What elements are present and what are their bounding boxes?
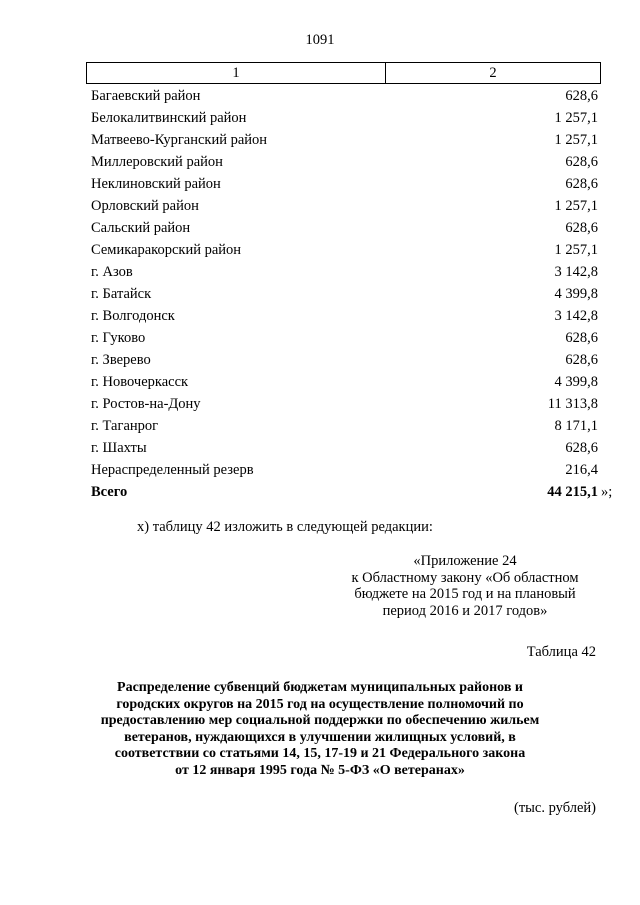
row-value: 3 142,8 (554, 308, 598, 324)
row-value: 4 399,8 (554, 286, 598, 302)
row-value: 628,6 (565, 88, 598, 104)
row-name: Неклиновский район (91, 176, 221, 192)
document-title (70, 680, 570, 779)
table-row (91, 371, 598, 393)
row-value: 4 399,8 (554, 374, 598, 390)
table-column-header (86, 62, 601, 84)
appendix-line: «Приложение 24 (413, 553, 517, 569)
appendix-line: период 2016 и 2017 годов» (382, 602, 548, 619)
row-name: г. Таганрог (91, 418, 159, 434)
title-line: предоставлению мер социальной поддержки по обеспечению жильем (100, 713, 540, 728)
table-row (91, 327, 598, 349)
title-line: от 12 января 1995 года № 5-ФЗ «О ветеранах» (175, 762, 465, 778)
row-name: Миллеровский район (91, 154, 223, 170)
table-row (91, 437, 598, 459)
row-name: г. Шахты (91, 440, 147, 456)
row-name: г. Батайск (91, 286, 152, 302)
row-value: 628,6 (565, 176, 598, 192)
title-line: Распределение субвенций бюджетам муниципальных районов и (117, 680, 523, 695)
row-name: Багаевский район (91, 88, 201, 104)
row-value: 1 257,1 (554, 198, 598, 214)
column-header-1: 1 (87, 63, 386, 83)
table-row (91, 195, 598, 217)
row-name: г. Волгодонск (91, 308, 175, 324)
table-row (91, 415, 598, 437)
table-row (91, 107, 598, 129)
units-label: (тыс. рублей) (514, 800, 596, 816)
row-value: 3 142,8 (554, 264, 598, 280)
page-number: 1091 (305, 32, 335, 48)
table-row (91, 261, 598, 283)
row-value: 8 171,1 (554, 418, 598, 434)
row-value: 1 257,1 (554, 110, 598, 126)
row-name: Матвеево-Курганский район (91, 132, 268, 148)
row-name: Сальский район (91, 220, 191, 236)
table-row (91, 151, 598, 173)
total-value-wrap (547, 481, 613, 503)
appendix-line: к Областному закону «Об областном (351, 569, 579, 586)
row-value: 1 257,1 (554, 242, 598, 258)
row-name: г. Азов (91, 264, 133, 280)
row-value: 216,4 (565, 462, 598, 478)
table-row (91, 129, 598, 151)
title-line: соответствии со статьями 14, 15, 17-19 и 21 Федерального закона (114, 746, 526, 761)
column-header-2: 2 (489, 65, 497, 81)
row-name: г. Гуково (91, 330, 146, 346)
row-name: Семикаракорский район (91, 242, 242, 258)
total-label: Всего (91, 484, 128, 500)
row-name: г. Новочеркасск (91, 374, 189, 390)
amendment-instruction: х) таблицу 42 изложить в следующей редакции: (137, 519, 433, 535)
row-name: Орловский район (91, 198, 199, 214)
subvention-table (91, 85, 613, 503)
table-row (91, 349, 598, 371)
table-row (91, 305, 598, 327)
total-value: 44 215,1 (547, 484, 598, 500)
table-row (91, 217, 598, 239)
table-label: Таблица 42 (526, 644, 596, 660)
appendix-reference (330, 553, 600, 619)
table-row (91, 173, 598, 195)
title-line: городских округов на 2015 год на осуществление полномочий по (116, 696, 524, 712)
row-name: Нераспределенный резерв (91, 462, 254, 478)
table-row (91, 85, 598, 107)
row-value: 1 257,1 (554, 132, 598, 148)
total-suffix: »; (601, 484, 613, 500)
table-row (91, 393, 598, 415)
row-value: 628,6 (565, 330, 598, 346)
row-value: 11 313,8 (547, 396, 598, 412)
table-row (91, 459, 598, 481)
row-name: Белокалитвинский район (91, 110, 247, 126)
row-name: г. Зверево (91, 352, 151, 368)
row-value: 628,6 (565, 220, 598, 236)
row-value: 628,6 (565, 154, 598, 170)
table-row (91, 283, 598, 305)
table-row (91, 239, 598, 261)
title-line: ветеранов, нуждающихся в улучшении жилищных условий, в (124, 729, 516, 745)
row-value: 628,6 (565, 352, 598, 368)
appendix-line: бюджете на 2015 год и на плановый (354, 586, 576, 602)
row-name: г. Ростов-на-Дону (91, 396, 201, 412)
table-total-row (91, 481, 613, 503)
row-value: 628,6 (565, 440, 598, 456)
